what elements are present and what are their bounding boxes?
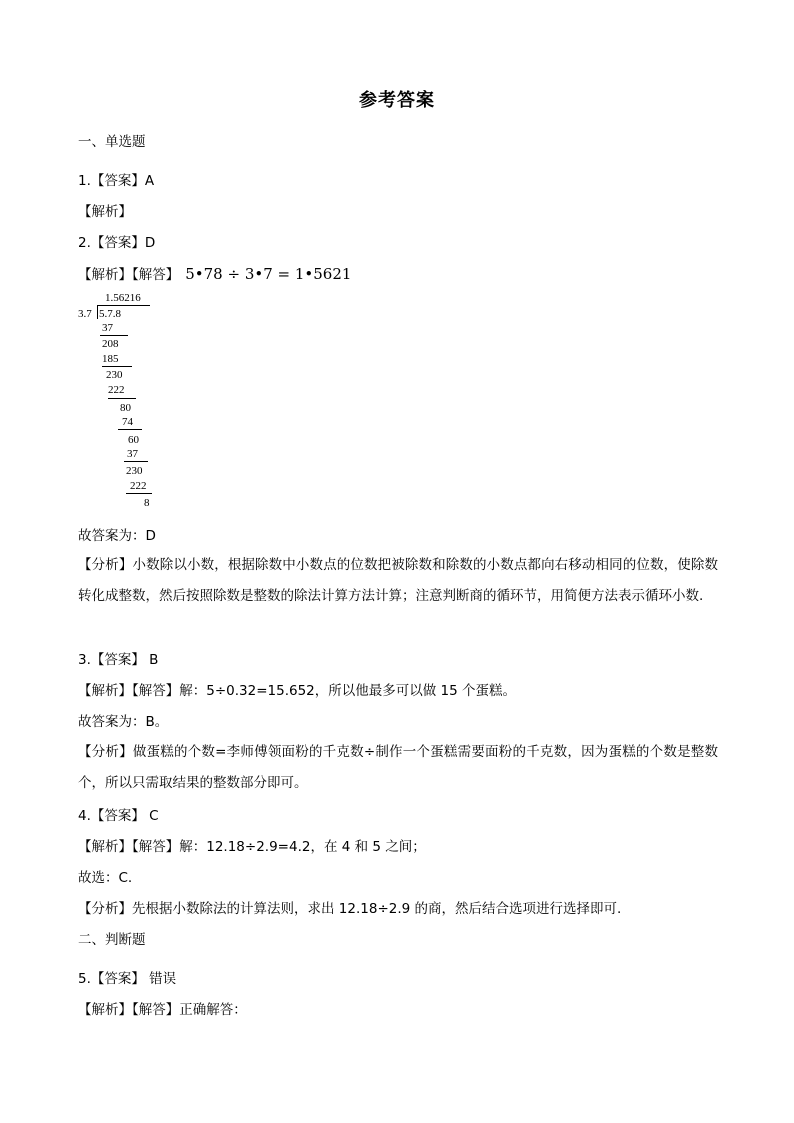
division-step: 230 — [106, 369, 123, 381]
division-step: 230 — [126, 465, 143, 477]
division-step: 208 — [102, 338, 119, 350]
division-rule — [126, 493, 152, 494]
q5-analysis: 【解析】【解答】正确解答： — [78, 1002, 247, 1018]
long-division — [78, 292, 168, 512]
division-quotient: 1.56216 — [105, 292, 141, 304]
q2-note: 【分析】小数除以小数，根据除数中小数点的位数把被除数和除数的小数点都向右移动相同的位数，使除数转化成整数，然后按照除数是整数的除法计算方法计算；注意判断商的循环节，用简便方法表示循环小数. — [78, 557, 718, 604]
division-step: 8 — [144, 497, 150, 509]
division-step: 80 — [120, 402, 131, 414]
q1-analysis: 【解析】 — [78, 204, 132, 220]
q3-analysis: 【解析】【解答】解：5÷0.32=15.652，所以他最多可以做 15 个蛋糕。 — [78, 683, 517, 699]
division-rule — [124, 461, 148, 462]
q1-answer: 1.【答案】A — [78, 173, 155, 189]
page-title: 参考答案 — [359, 90, 435, 111]
q4-note: 【分析】先根据小数除法的计算法则，求出 12.18÷2.9 的商，然后结合选项进行选择即可. — [78, 901, 622, 917]
division-step: 60 — [128, 434, 139, 446]
division-bracket-top — [98, 305, 150, 306]
division-rule — [102, 366, 132, 367]
division-step: 74 — [122, 416, 133, 428]
q2-analysis-label: 【解析】【解答】 — [78, 267, 180, 283]
q4-conclusion: 故选：C. — [78, 870, 133, 886]
q3-note: 【分析】做蛋糕的个数=李师傅领面粉的千克数÷制作一个蛋糕需要面粉的千克数，因为蛋糕的个数是整数个，所以只需取结果的整数部分即可。 — [78, 744, 718, 791]
q2-conclusion: 故答案为：D — [78, 528, 156, 544]
division-divisor: 3.7 — [78, 308, 92, 320]
section-heading-true-false: 二、判断题 — [78, 932, 146, 948]
division-step: 185 — [102, 353, 119, 365]
division-step: 222 — [108, 384, 125, 396]
q2-formula: 5•78 ÷ 3•7 = 1•5621 — [185, 265, 352, 283]
division-rule — [118, 429, 142, 430]
division-step: 222 — [130, 480, 147, 492]
q3-conclusion: 故答案为：B。 — [78, 714, 169, 730]
division-dividend: 5.7.8 — [99, 308, 121, 320]
q4-answer: 4.【答案】 C — [78, 808, 159, 824]
division-bracket-side — [97, 305, 98, 319]
division-step: 37 — [127, 448, 138, 460]
q3-answer: 3.【答案】 B — [78, 652, 159, 668]
q5-answer: 5.【答案】 错误 — [78, 971, 177, 987]
division-step: 37 — [102, 322, 113, 334]
division-rule — [100, 335, 128, 336]
division-rule — [108, 398, 136, 399]
q2-answer: 2.【答案】D — [78, 235, 156, 251]
q2-analysis — [78, 264, 351, 285]
section-heading-single-choice: 一、单选题 — [78, 134, 146, 150]
q4-analysis: 【解析】【解答】解：12.18÷2.9=4.2，在 4 和 5 之间； — [78, 839, 426, 855]
